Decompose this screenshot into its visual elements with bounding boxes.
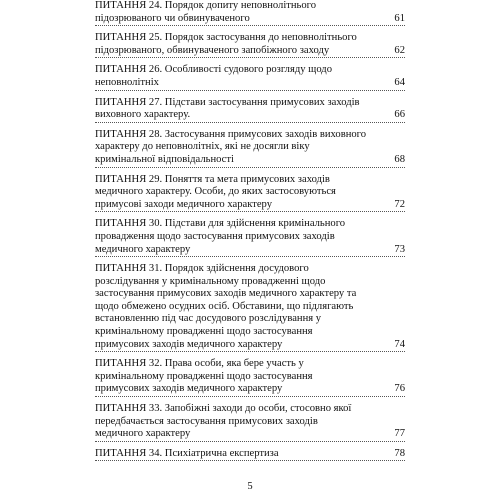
toc-line: примусові заходи медичного характеру (95, 198, 273, 210)
toc-line: ПИТАННЯ 34. Психіатрична експертиза (95, 447, 279, 459)
toc-page-number: 77 (394, 428, 405, 440)
toc-line: ПИТАННЯ 33. Запобіжні заходи до особи, стосовно якої (95, 403, 352, 415)
toc-line: медичного характеру. Особи, до яких застосовуються (95, 186, 336, 198)
toc-line: застосування примусових заходів медичного характеру та (95, 288, 357, 300)
toc-line: ПИТАННЯ 26. Особливості судового розгляду щодо (95, 64, 332, 76)
toc-page-number: 64 (394, 76, 405, 88)
toc-line: ПИТАННЯ 31. Порядок здійснення досудового (95, 263, 309, 275)
toc-line: підозрюваного чи обвинуваченого (95, 12, 250, 24)
toc-entry-34 (95, 448, 405, 462)
toc-line: встановленню під час досудового розслідування у (95, 313, 322, 325)
toc-line: щодо обмежено осудних осіб. Обставини, що підлягають (95, 300, 354, 312)
toc-entry-33 (95, 403, 405, 442)
toc-line: провадження щодо застосування примусових заходів (95, 230, 335, 242)
toc-page-number: 62 (394, 44, 405, 56)
toc-line: ПИТАННЯ 32. Права особи, яка бере участь у (95, 358, 304, 370)
toc-page-number: 66 (394, 109, 405, 121)
toc-line: характеру до неповнолітніх, які не досягли віку (95, 141, 310, 153)
toc-line: медичного характеру (95, 428, 191, 440)
toc-line: розслідування у кримінальному провадженні щодо (95, 275, 326, 287)
toc-entry-30 (95, 218, 405, 257)
toc-line: ПИТАННЯ 27. Підстави застосування примусових заходів (95, 96, 360, 108)
toc-line: кримінальному провадженні щодо застосування (95, 326, 313, 338)
toc-entry-32 (95, 358, 405, 397)
toc-line: кримінальному провадженні щодо застосування (95, 370, 313, 382)
toc-line: медичного характеру (95, 243, 191, 255)
toc-entry-24 (95, 0, 405, 26)
toc-page-number: 74 (394, 338, 405, 350)
toc-page-number: 76 (394, 383, 405, 395)
toc-entry-28 (95, 129, 405, 168)
toc-line: підозрюваного, обвинуваченого запобіжного заходу (95, 44, 330, 56)
toc-page-number: 68 (394, 153, 405, 165)
toc-entry-27 (95, 97, 405, 123)
toc-page-number: 73 (394, 243, 405, 255)
toc-line: ПИТАННЯ 29. Поняття та мета примусових заходів (95, 173, 330, 185)
toc-page-number: 78 (394, 447, 405, 459)
toc-page-number: 61 (394, 12, 405, 24)
toc-line: примусових заходів медичного характеру (95, 383, 283, 395)
toc-line: ПИТАННЯ 30. Підстави для здійснення кримінального (95, 218, 346, 230)
toc-line: ПИТАННЯ 24. Порядок допиту неповнолітнього (95, 0, 317, 11)
toc-line: ПИТАННЯ 25. Порядок застосування до неповнолітнього (95, 32, 357, 44)
toc-entry-31 (95, 263, 405, 352)
toc-line: передбачається застосування примусових заходів (95, 415, 318, 427)
toc-entry-29 (95, 174, 405, 213)
table-of-contents (95, 0, 405, 467)
toc-line: кримінальної відповідальності (95, 153, 234, 165)
toc-entry-25 (95, 32, 405, 58)
toc-entry-26 (95, 64, 405, 90)
toc-line: виховного характеру. (95, 109, 191, 121)
toc-page-number: 72 (394, 198, 405, 210)
toc-line: неповнолітніх (95, 76, 159, 88)
page-footer-number: 5 (247, 481, 253, 492)
toc-line: примусових заходів медичного характеру (95, 338, 283, 350)
toc-line: ПИТАННЯ 28. Застосування примусових заходів виховного (95, 128, 367, 140)
